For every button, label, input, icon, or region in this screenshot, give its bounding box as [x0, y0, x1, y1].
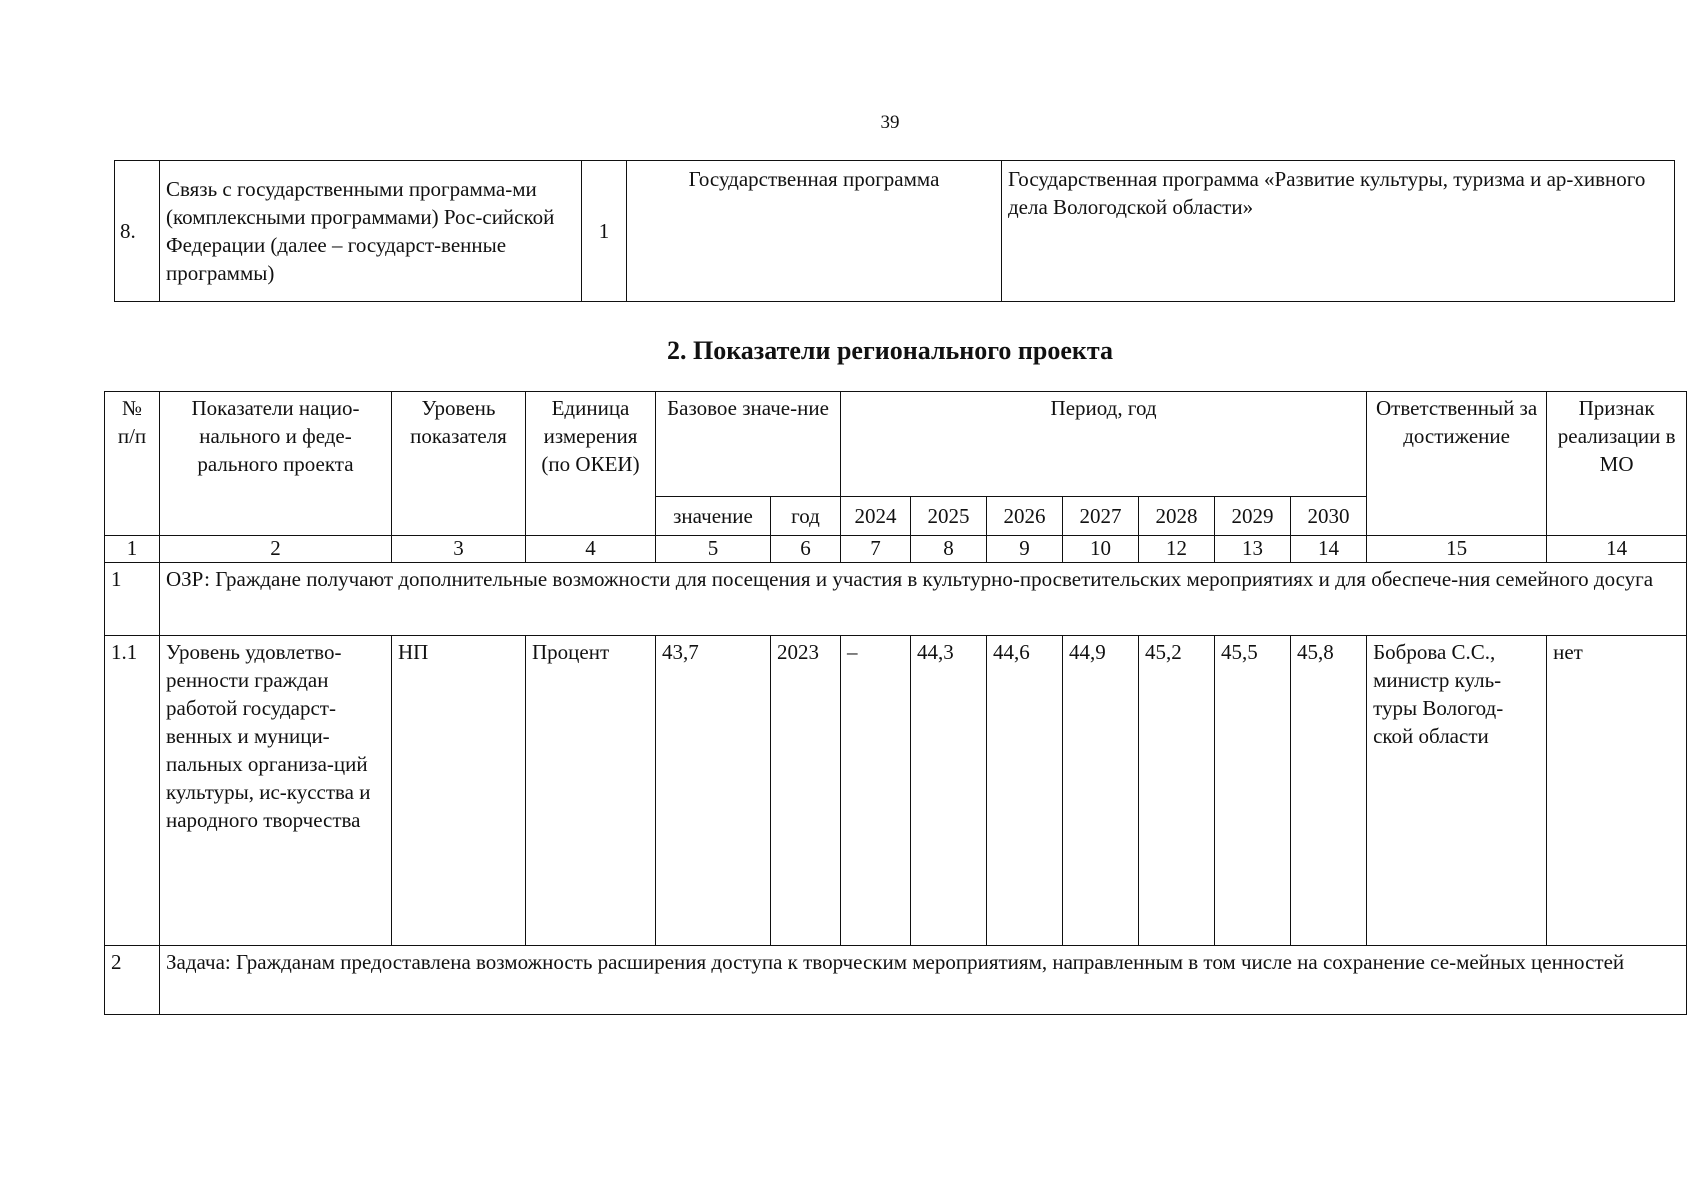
column-number: 14 [1291, 536, 1367, 563]
section-title: 2. Показатели регионального проекта [667, 336, 1113, 365]
column-number: 12 [1139, 536, 1215, 563]
row-name: Связь с государственными программа-ми (комплексными программами) Рос-сийской Федерации (далее – государст-венные программы) [160, 161, 582, 302]
header-base-year: год [771, 497, 841, 536]
header-row [105, 392, 1687, 497]
column-number: 13 [1215, 536, 1291, 563]
row-type: Государственная программа [627, 161, 1002, 302]
column-number: 2 [160, 536, 392, 563]
year-value: 45,8 [1291, 636, 1367, 946]
table-row [105, 563, 1687, 636]
row-number: 1.1 [105, 636, 160, 946]
indicator-name: Уровень удовлетво-ренности граждан работой государст-венных и муници-пальных организа-ций культуры, ис-кусства и народного творчества [160, 636, 392, 946]
responsible-person: Боброва С.С., министр куль-туры Вологод-ской области [1367, 636, 1547, 946]
header-base-value: значение [656, 497, 771, 536]
mo-sign: нет [1547, 636, 1687, 946]
year-value: 45,2 [1139, 636, 1215, 946]
table-row [105, 636, 1687, 946]
column-number: 1 [105, 536, 160, 563]
column-number: 14 [1547, 536, 1687, 563]
header-year: 2025 [911, 497, 987, 536]
header-indicator: Показатели нацио-нального и феде-рального проекта [160, 392, 392, 536]
year-value: 44,6 [987, 636, 1063, 946]
column-number: 9 [987, 536, 1063, 563]
indicator-unit: Процент [526, 636, 656, 946]
header-unit: Единица измерения (по ОКЕИ) [526, 392, 656, 536]
column-number: 15 [1367, 536, 1547, 563]
header-base: Базовое значе-ние [656, 392, 841, 497]
row-number: 8. [115, 161, 160, 302]
header-year: 2026 [987, 497, 1063, 536]
state-programs-link-table [114, 160, 1675, 302]
column-number: 3 [392, 536, 526, 563]
header-year: 2028 [1139, 497, 1215, 536]
year-value: 44,3 [911, 636, 987, 946]
year-value: 45,5 [1215, 636, 1291, 946]
header-mo-sign: Признак реализации в МО [1547, 392, 1687, 536]
row-index: 1 [582, 161, 627, 302]
indicator-level: НП [392, 636, 526, 946]
column-number: 10 [1063, 536, 1139, 563]
column-number: 7 [841, 536, 911, 563]
column-number: 6 [771, 536, 841, 563]
row-number: 1 [105, 563, 160, 636]
header-year: 2030 [1291, 497, 1367, 536]
header-year: 2024 [841, 497, 911, 536]
header-num: № п/п [105, 392, 160, 536]
column-number: 5 [656, 536, 771, 563]
header-responsible: Ответственный за достижение [1367, 392, 1547, 536]
year-value: – [841, 636, 911, 946]
column-number: 4 [526, 536, 656, 563]
column-number: 8 [911, 536, 987, 563]
header-year: 2027 [1063, 497, 1139, 536]
task-row-text: Задача: Гражданам предоставлена возможность расширения доступа к творческим мероприятиям, направленным в том числе на сохранение се-мейных ценностей [160, 946, 1687, 1015]
indicators-table [104, 391, 1687, 1015]
section-row-text: ОЗР: Граждане получают дополнительные возможности для посещения и участия в культурно-просветительских мероприятиях и для обеспече-ния семейного досуга [160, 563, 1687, 636]
base-year: 2023 [771, 636, 841, 946]
page-number: 39 [880, 112, 900, 133]
header-period: Период, год [841, 392, 1367, 497]
header-level: Уровень показателя [392, 392, 526, 536]
base-value: 43,7 [656, 636, 771, 946]
header-year: 2029 [1215, 497, 1291, 536]
table-row [105, 946, 1687, 1015]
column-numbers-row [105, 536, 1687, 563]
row-value: Государственная программа «Развитие культуры, туризма и ар-хивного дела Вологодской области» [1002, 161, 1675, 302]
row-number: 2 [105, 946, 160, 1015]
table-row [115, 161, 1675, 302]
year-value: 44,9 [1063, 636, 1139, 946]
